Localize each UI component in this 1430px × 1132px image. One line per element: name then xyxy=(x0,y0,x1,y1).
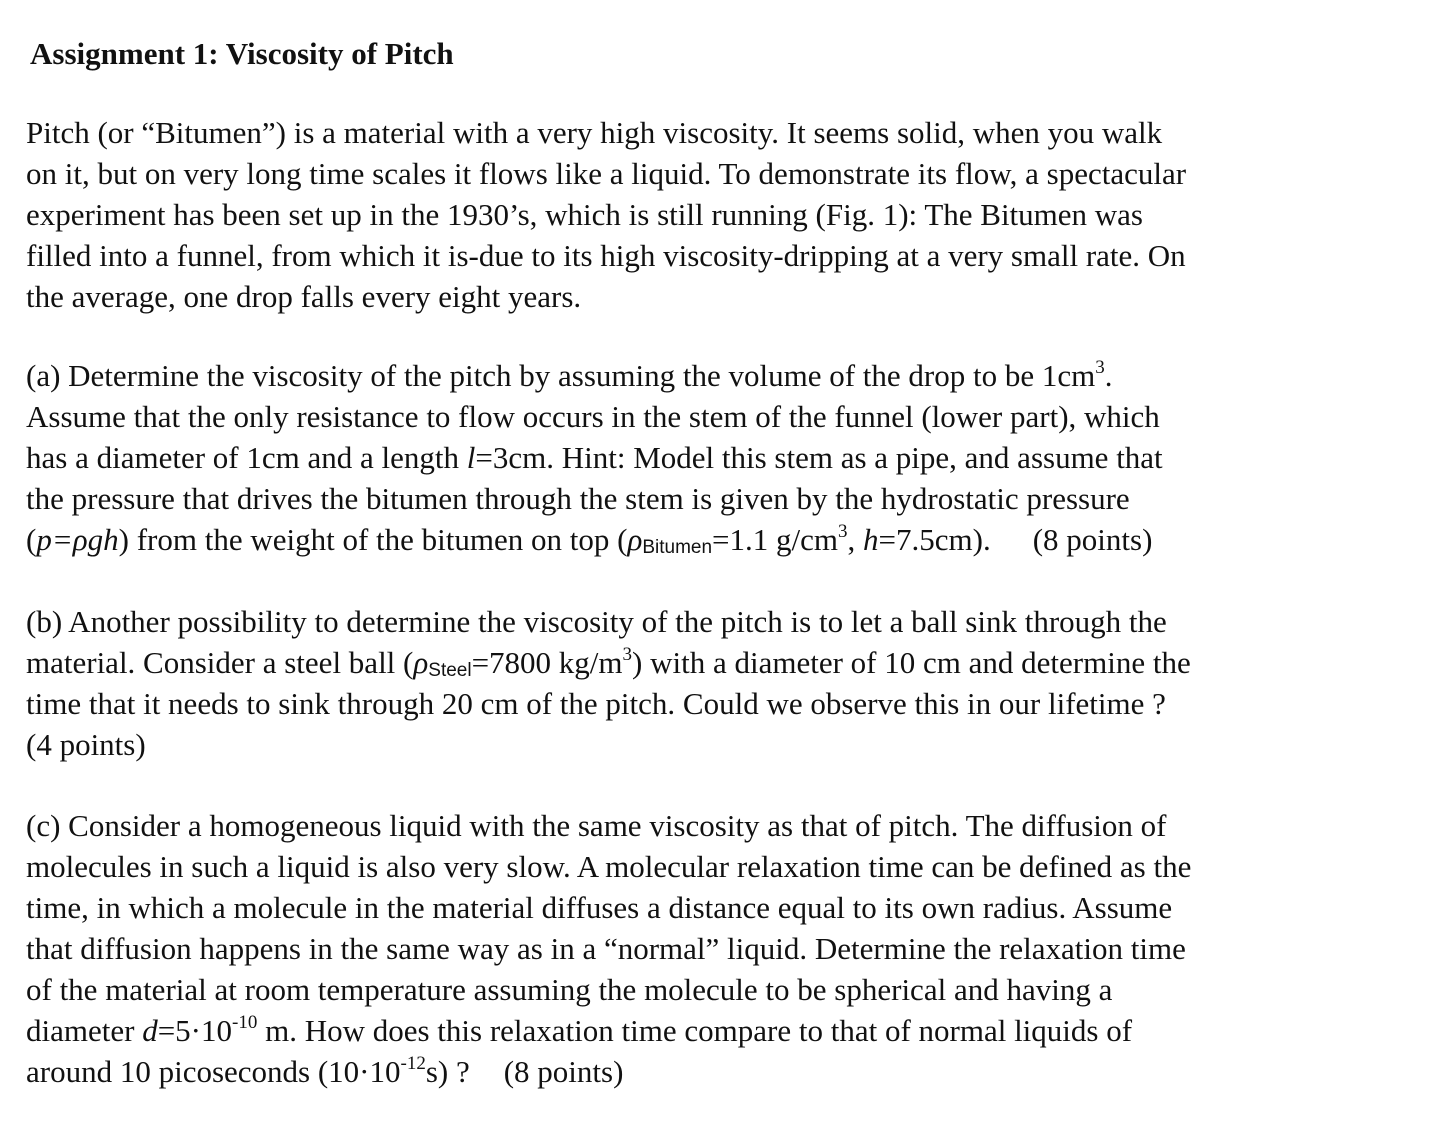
part-b-points: (4 points) xyxy=(26,727,146,762)
part-b-line: time that it needs to sink through 20 cm of the pitch. Could we observe this in our lifetime ? xyxy=(26,686,1166,721)
part-a-line: Assume that the only resistance to flow occurs in the stem of the funnel (lower part), which xyxy=(26,399,1160,434)
intro-line: the average, one drop falls every eight years. xyxy=(26,279,582,314)
part-c-line: molecules in such a liquid is also very slow. A molecular relaxation time can be defined as the xyxy=(26,849,1192,884)
intro-line: on it, but on very long time scales it flows like a liquid. To demonstrate its flow, a spectacular xyxy=(26,156,1187,191)
part-b-line: material. Consider a steel ball (ρSteel=7800 $kg/m^3$) with a diameter of 10 cm and determine the xyxy=(26,644,1191,681)
part-c-paragraph xyxy=(26,805,1191,1092)
part-a-line: has a diameter of 1cm and a length l=3cm. Hint: Model this stem as a pipe, and assume that xyxy=(26,440,1163,475)
part-c-points: (8 points) xyxy=(503,1054,624,1089)
part-c-line: diameter $d=5\cdot 10^{-10}$ m. How does this relaxation time compare to that of normal liquids of xyxy=(26,1012,1133,1048)
part-c-line: time, in which a molecule in the material diffuses a distance equal to its own radius. Assume xyxy=(26,890,1173,925)
intro-paragraph xyxy=(26,112,1186,317)
part-c-line: of the material at room temperature assuming the molecule to be spherical and having a xyxy=(26,972,1113,1007)
part-a-line: the pressure that drives the bitumen through the stem is given by the hydrostatic pressure xyxy=(26,481,1130,516)
part-b-paragraph xyxy=(26,601,1191,765)
part-a-line: (p=ρgh) from the weight of the bitumen on top (ρBitumen=1.1 $g/cm^3$, h=7.5cm). (8 points) xyxy=(26,521,1153,558)
part-b-line: (b) Another possibility to determine the viscosity of the pitch is to let a ball sink through the xyxy=(26,604,1167,639)
part-c-line: (c) Consider a homogeneous liquid with the same viscosity as that of pitch. The diffusion of xyxy=(26,808,1167,843)
part-c-line: that diffusion happens in the same way as in a “normal” liquid. Determine the relaxation time xyxy=(26,931,1186,966)
part-c-line: around 10 picoseconds $(10\cdot 10^{-12}s)$ ? (8 points) xyxy=(26,1051,1191,1092)
intro-line: Pitch (or “Bitumen”) is a material with a very high viscosity. It seems solid, when you walk xyxy=(26,115,1163,150)
intro-line: experiment has been set up in the 1930’s, which is still running (Fig. 1): The Bitumen was xyxy=(26,197,1143,232)
intro-line: filled into a funnel, from which it is-due to its high viscosity-dripping at a very small rate. On xyxy=(26,238,1186,273)
part-a-paragraph xyxy=(26,355,1163,560)
part-a-points: (8 points) xyxy=(1032,522,1153,557)
document-title: Assignment 1: Viscosity of Pitch xyxy=(30,36,454,71)
part-a-line: (a) Determine the viscosity of the pitch by assuming the volume of the drop to be $1cm^3$. xyxy=(26,357,1113,393)
